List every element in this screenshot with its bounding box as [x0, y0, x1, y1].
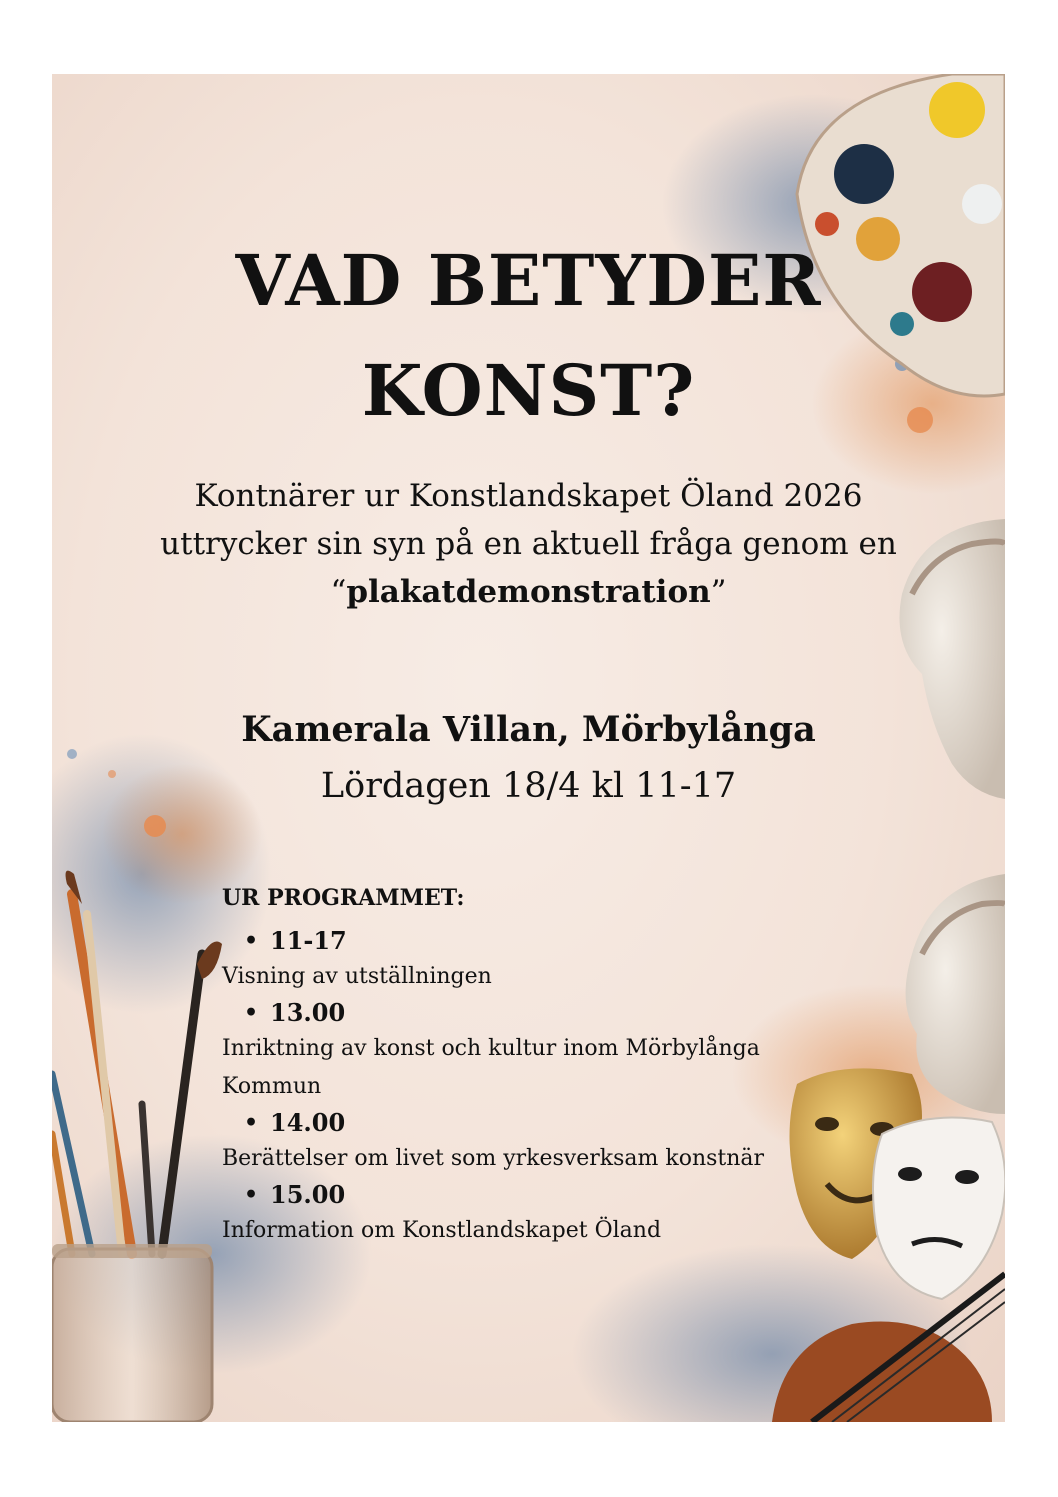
program-time: • 13.00 — [222, 996, 842, 1030]
program-heading: UR PROGRAMMET: — [222, 885, 465, 911]
program-item — [222, 924, 842, 996]
intro-line-1: Kontnärer ur Konstlandskapet Öland 2026 — [194, 478, 863, 514]
quote-close: ” — [710, 574, 727, 610]
intro-line-3 — [52, 568, 1005, 616]
program-description: Inriktning av konst och kultur inom Mörbylånga Kommun — [222, 1036, 760, 1099]
program-description: Visning av utställningen — [222, 964, 492, 989]
venue: Kamerala Villan, Mörbylånga — [241, 709, 816, 750]
program-item — [222, 996, 842, 1106]
program-item — [222, 1178, 842, 1250]
intro-text — [52, 472, 1005, 616]
program-item — [222, 1106, 842, 1178]
program-list — [222, 924, 842, 1250]
event-date: Lördagen 18/4 kl 11-17 — [320, 766, 737, 806]
title-line-1: VAD BETYDER — [235, 239, 822, 322]
program-time: • 14.00 — [222, 1106, 842, 1140]
poster — [52, 74, 1005, 1422]
title-line-2: KONST? — [361, 349, 696, 432]
program-time: • 15.00 — [222, 1178, 842, 1212]
intro-emphasis: plakatdemonstration — [346, 574, 711, 610]
intro-line-2: uttrycker sin syn på en aktuell fråga genom en — [160, 526, 897, 562]
program-description: Berättelser om livet som yrkesverksam konstnär — [222, 1146, 765, 1171]
program-description: Information om Konstlandskapet Öland — [222, 1218, 662, 1243]
program-time: • 11-17 — [222, 924, 842, 958]
quote-open: “ — [330, 574, 347, 610]
poster-title — [52, 226, 1005, 446]
